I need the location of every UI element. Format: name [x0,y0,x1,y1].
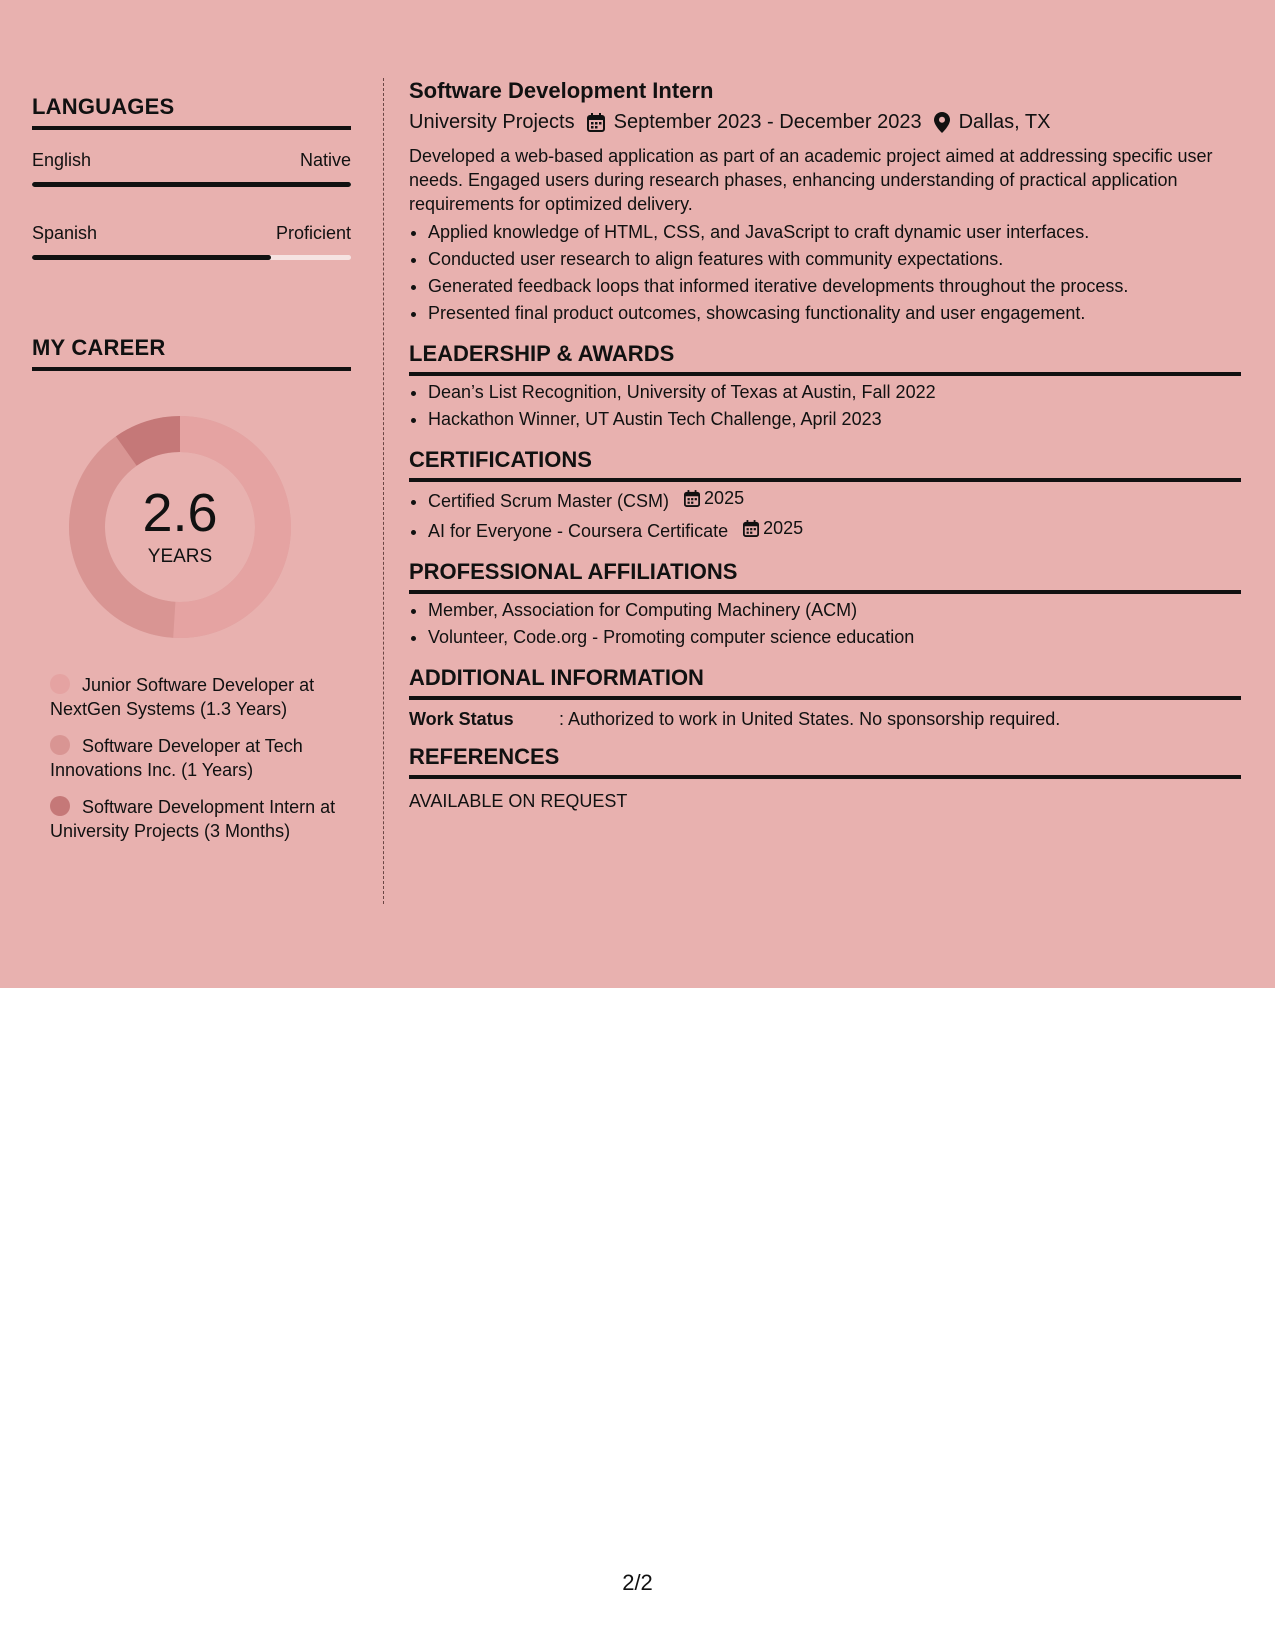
leadership-list [409,379,1241,433]
affiliations-title: PROFESSIONAL AFFILIATIONS [409,559,1241,594]
certification-year-text: 2025 [763,518,804,538]
list-item: • Applied knowledge of HTML, CSS, and JavaScript to craft dynamic user interfaces. [428,219,1241,246]
language-level: Proficient [275,223,351,243]
language-proficiency-fill [32,182,351,187]
work-status-row [409,709,1241,730]
list-item [428,485,1241,515]
languages-title: LANGUAGES [32,94,351,130]
main-column [409,78,1241,812]
additional-info-section [409,665,1241,730]
career-legend-item [50,673,340,721]
job-dates: September 2023 - December 2023 [613,111,922,133]
language-item-spanish [32,223,351,260]
additional-info-title: ADDITIONAL INFORMATION [409,665,1241,700]
job-company: University Projects [409,111,575,133]
legend-dot [50,674,70,694]
language-name: Spanish [32,223,98,243]
page-number: 2/2 [622,1570,653,1595]
language-level: Native [299,150,351,170]
calendar-icon [587,113,605,132]
job-location: Dallas, TX [958,111,1051,133]
job-meta [409,111,1241,134]
certification-year [684,485,744,512]
language-item-english [32,150,351,187]
list-item: • Hackathon Winner, UT Austin Tech Challenge, April 2023 [428,406,1241,433]
certification-name: Certified Scrum Master (CSM) [428,491,670,511]
affiliations-list [409,597,1241,651]
list-item: • Presented final product outcomes, showcasing functionality and user engagement. [428,300,1241,327]
references-title: REFERENCES [409,744,1241,779]
job-title: Software Development Intern [409,78,714,103]
references-section [409,744,1241,812]
work-status-value: : Authorized to work in United States. No sponsorship required. [559,709,1061,729]
legend-dot [50,796,70,816]
references-text: AVAILABLE ON REQUEST [409,791,628,811]
language-proficiency-bar [32,182,351,187]
legend-label: Junior Software Developer at NextGen Systems (1.3 Years) [50,675,315,719]
career-legend-item [50,734,340,782]
certifications-section [409,447,1241,545]
career-legend [50,673,340,856]
certifications-list [409,485,1241,545]
leadership-section [409,341,1241,433]
list-item [428,515,1241,545]
work-status-label: Work Status [409,709,514,729]
list-item: • Member, Association for Computing Machinery (ACM) [428,597,1241,624]
list-item: • Dean’s List Recognition, University of Texas at Austin, Fall 2022 [428,379,1241,406]
legend-label: Software Developer at Tech Innovations Inc. (1 Years) [50,736,303,780]
legend-label: Software Development Intern at University Projects (3 Months) [50,797,336,841]
job-description: Developed a web-based application as part of an academic project aimed at addressing specific user needs. Engaged users during research phases, enhancing understanding of practical application requirements for optimized delivery. [409,146,1213,214]
career-donut-chart [68,415,292,639]
job-bullets [409,219,1241,327]
location-pin-icon [934,112,950,133]
certifications-title: CERTIFICATIONS [409,447,1241,482]
calendar-icon [743,520,759,537]
career-total-years: 2.6 [142,483,218,543]
experience-entry [409,78,1241,327]
calendar-icon [684,490,700,507]
list-item: • Volunteer, Code.org - Promoting computer science education [428,624,1241,651]
languages-section [32,94,351,260]
leadership-title: LEADERSHIP & AWARDS [409,341,1241,376]
column-divider [383,78,384,904]
career-total-unit: YEARS [147,546,213,567]
language-proficiency-fill [32,255,271,260]
language-proficiency-bar [32,255,351,260]
list-item: • Generated feedback loops that informed iterative developments throughout the process. [428,273,1241,300]
career-donut-center [68,415,292,639]
list-item: • Conducted user research to align features with community expectations. [428,246,1241,273]
certification-name: AI for Everyone - Coursera Certificate [428,521,729,541]
certification-year-text: 2025 [704,488,745,508]
language-name: English [32,150,92,170]
career-section [32,335,351,841]
career-title: MY CAREER [32,335,351,371]
certification-year [743,515,803,542]
career-legend-item [50,795,340,843]
legend-dot [50,735,70,755]
affiliations-section [409,559,1241,651]
